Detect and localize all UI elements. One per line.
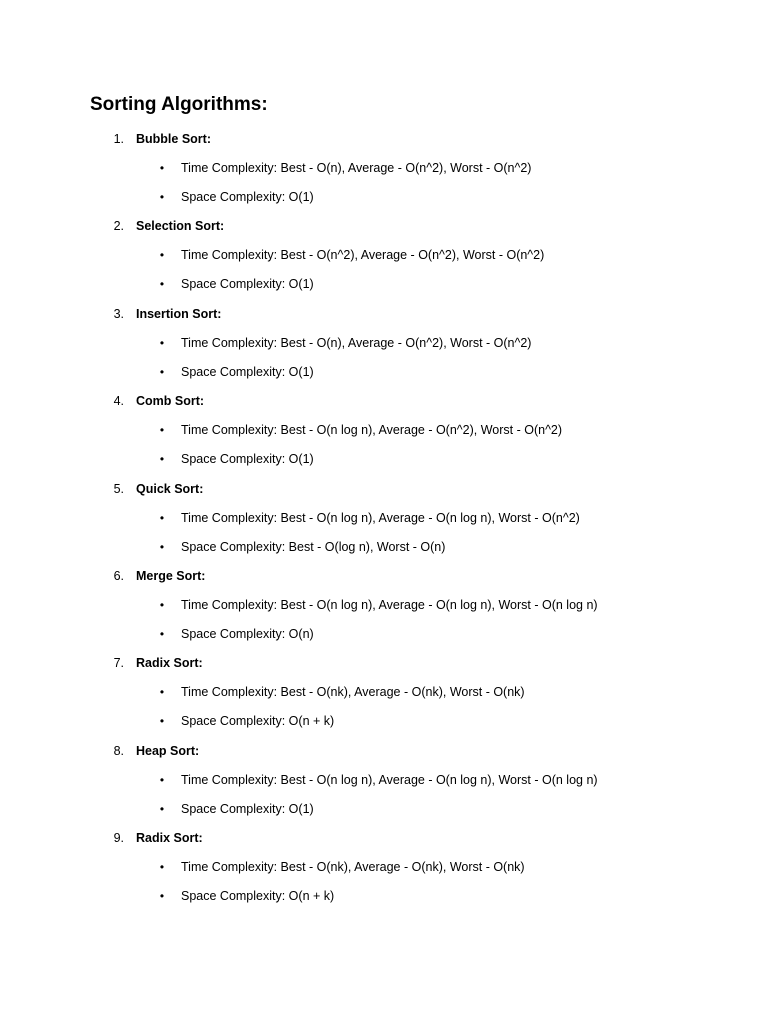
list-item xyxy=(0,562,768,649)
algorithm-name: Insertion Sort: xyxy=(136,306,222,321)
list-item xyxy=(0,649,768,736)
space-complexity-item xyxy=(0,358,768,387)
bullet-icon: • xyxy=(159,248,165,263)
list-number: 5. xyxy=(113,481,124,496)
space-complexity-text: Space Complexity: O(1) xyxy=(181,190,314,204)
algorithm-name: Bubble Sort: xyxy=(136,132,211,146)
time-complexity-text: Time Complexity: Best - O(nk), Average - O(nk), Worst - O(nk) xyxy=(181,685,525,700)
complexity-list xyxy=(0,416,768,474)
algorithm-heading xyxy=(0,300,768,329)
time-complexity-text: Time Complexity: Best - O(n^2), Average - O(n^2), Worst - O(n^2) xyxy=(181,248,545,263)
list-item xyxy=(0,475,768,562)
bullet-icon: • xyxy=(159,161,165,175)
bullet-icon: • xyxy=(159,335,165,350)
algorithm-name: Radix Sort: xyxy=(136,656,203,671)
algorithm-heading xyxy=(0,824,768,853)
complexity-list xyxy=(0,853,768,911)
bullet-icon: • xyxy=(159,190,165,204)
space-complexity-item xyxy=(0,620,768,649)
algorithm-heading xyxy=(0,475,768,504)
list-number: 2. xyxy=(113,219,124,234)
time-complexity-text: Time Complexity: Best - O(n log n), Average - O(n^2), Worst - O(n^2) xyxy=(181,423,563,438)
bullet-icon: • xyxy=(159,597,165,612)
time-complexity-item xyxy=(0,766,768,795)
algorithm-name: Selection Sort: xyxy=(136,219,225,234)
bullet-icon: • xyxy=(159,452,165,467)
time-complexity-item xyxy=(0,416,768,445)
list-number: 3. xyxy=(113,306,124,321)
bullet-icon: • xyxy=(159,889,165,904)
time-complexity-item xyxy=(0,504,768,533)
bullet-icon: • xyxy=(159,860,165,875)
time-complexity-item xyxy=(0,591,768,620)
space-complexity-item xyxy=(0,882,768,911)
list-number: 9. xyxy=(113,831,124,846)
space-complexity-text: Space Complexity: O(n + k) xyxy=(181,714,335,729)
document-title: Sorting Algorithms: xyxy=(90,94,268,115)
time-complexity-text: Time Complexity: Best - O(n), Average - O(n^2), Worst - O(n^2) xyxy=(181,335,532,350)
time-complexity-item xyxy=(0,678,768,707)
list-item xyxy=(0,824,768,911)
space-complexity-item xyxy=(0,707,768,736)
time-complexity-text: Time Complexity: Best - O(n), Average - O(n^2), Worst - O(n^2) xyxy=(181,161,532,175)
bullet-icon: • xyxy=(159,801,165,816)
list-number: 7. xyxy=(113,656,124,671)
space-complexity-text: Space Complexity: O(1) xyxy=(181,801,314,816)
time-complexity-text: Time Complexity: Best - O(n log n), Average - O(n log n), Worst - O(n log n) xyxy=(181,772,598,787)
list-number: 1. xyxy=(113,132,124,146)
complexity-list xyxy=(0,766,768,824)
space-complexity-item xyxy=(0,795,768,824)
list-number: 8. xyxy=(113,743,124,758)
list-number: 4. xyxy=(113,394,124,409)
space-complexity-item xyxy=(0,533,768,562)
list-number: 6. xyxy=(113,568,124,583)
time-complexity-item xyxy=(0,154,768,183)
time-complexity-text: Time Complexity: Best - O(n log n), Average - O(n log n), Worst - O(n log n) xyxy=(181,597,598,612)
space-complexity-item xyxy=(0,183,768,212)
algorithm-heading xyxy=(0,125,768,154)
algorithm-name: Heap Sort: xyxy=(136,743,200,758)
complexity-list xyxy=(0,154,768,212)
space-complexity-item xyxy=(0,270,768,299)
time-complexity-item xyxy=(0,241,768,270)
list-item xyxy=(0,300,768,387)
algorithm-heading xyxy=(0,649,768,678)
list-item xyxy=(0,125,768,212)
algorithm-name: Quick Sort: xyxy=(136,481,204,496)
bullet-icon: • xyxy=(159,423,165,438)
space-complexity-item xyxy=(0,445,768,474)
space-complexity-text: Space Complexity: O(1) xyxy=(181,277,314,292)
bullet-icon: • xyxy=(159,685,165,700)
algorithm-name: Comb Sort: xyxy=(136,394,205,409)
bullet-icon: • xyxy=(159,626,165,641)
time-complexity-item xyxy=(0,853,768,882)
list-item xyxy=(0,212,768,299)
time-complexity-text: Time Complexity: Best - O(nk), Average - O(nk), Worst - O(nk) xyxy=(181,860,525,875)
bullet-icon: • xyxy=(159,714,165,729)
space-complexity-text: Space Complexity: O(n + k) xyxy=(181,889,335,904)
algorithm-name: Merge Sort: xyxy=(136,568,206,583)
complexity-list xyxy=(0,591,768,649)
bullet-icon: • xyxy=(159,510,165,525)
space-complexity-text: Space Complexity: O(n) xyxy=(181,626,314,641)
space-complexity-text: Space Complexity: Best - O(log n), Worst - O(n) xyxy=(181,539,446,554)
list-item xyxy=(0,737,768,824)
space-complexity-text: Space Complexity: O(1) xyxy=(181,452,314,467)
time-complexity-item xyxy=(0,329,768,358)
complexity-list xyxy=(0,678,768,736)
algorithm-list xyxy=(0,125,768,912)
bullet-icon: • xyxy=(159,772,165,787)
algorithm-heading xyxy=(0,387,768,416)
algorithm-heading xyxy=(0,562,768,591)
space-complexity-text: Space Complexity: O(1) xyxy=(181,364,314,379)
complexity-list xyxy=(0,241,768,299)
algorithm-heading xyxy=(0,737,768,766)
list-item xyxy=(0,387,768,474)
algorithm-heading xyxy=(0,212,768,241)
time-complexity-text: Time Complexity: Best - O(n log n), Average - O(n log n), Worst - O(n^2) xyxy=(181,510,580,525)
bullet-icon: • xyxy=(159,277,165,292)
complexity-list xyxy=(0,329,768,387)
algorithm-name: Radix Sort: xyxy=(136,831,203,846)
bullet-icon: • xyxy=(159,539,165,554)
complexity-list xyxy=(0,504,768,562)
bullet-icon: • xyxy=(159,364,165,379)
